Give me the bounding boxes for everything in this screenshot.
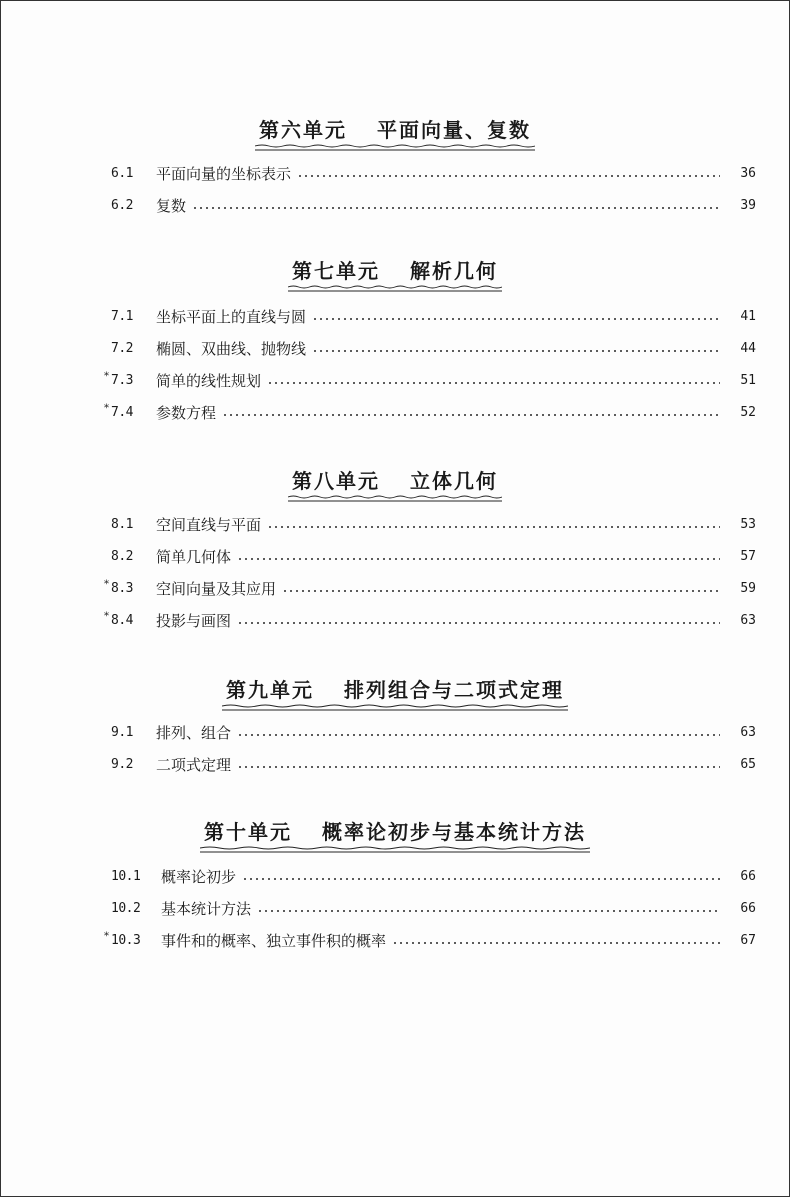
toc-entry[interactable]: [101, 929, 756, 951]
dot-leader: [237, 734, 720, 736]
dot-leader: [267, 382, 720, 384]
page-number: 67: [740, 932, 756, 948]
section-title: 概率论初步: [161, 867, 237, 886]
optional-mark: *: [104, 371, 109, 382]
dot-leader: [282, 590, 720, 592]
toc-entry[interactable]: [101, 609, 756, 631]
section-title: 参数方程: [156, 403, 217, 422]
section-number: 8.4: [111, 612, 133, 628]
unit-number: 第八单元: [292, 469, 380, 493]
section-title: 二项式定理: [156, 755, 232, 774]
dot-leader: [392, 942, 720, 944]
toc-entry[interactable]: [101, 721, 756, 743]
unit-heading: [1, 258, 789, 289]
unit-heading: [1, 677, 789, 708]
section-number: 10.2: [111, 900, 141, 916]
page-number: 66: [740, 868, 756, 884]
unit-number: 第七单元: [292, 259, 380, 283]
wavy-underline: [222, 704, 568, 712]
unit-heading: [1, 468, 789, 499]
optional-mark: *: [104, 403, 109, 414]
toc-entry[interactable]: [101, 897, 756, 919]
section-title: 椭圆、双曲线、抛物线: [156, 339, 307, 358]
toc-entry[interactable]: [101, 337, 756, 359]
wavy-underline: [288, 285, 502, 293]
unit-title: 概率论初步与基本统计方法: [322, 820, 586, 844]
toc-entry[interactable]: [101, 401, 756, 423]
page-number: 59: [740, 580, 756, 596]
section-title: 空间直线与平面: [156, 515, 262, 534]
section-number: 8.2: [111, 548, 133, 564]
section-title: 事件和的概率、独立事件积的概率: [161, 931, 387, 950]
section-number: 8.3: [111, 580, 133, 596]
optional-mark: *: [104, 611, 109, 622]
dot-leader: [312, 350, 720, 352]
dot-leader: [312, 318, 720, 320]
section-title: 坐标平面上的直线与圆: [156, 307, 307, 326]
section-number: 10.1: [111, 868, 141, 884]
page-number: 66: [740, 900, 756, 916]
section-number: 6.2: [111, 197, 133, 213]
page-number: 41: [740, 308, 756, 324]
dot-leader: [257, 910, 720, 912]
page-number: 44: [740, 340, 756, 356]
page-number: 63: [740, 724, 756, 740]
section-number: 9.1: [111, 724, 133, 740]
section-number: 9.2: [111, 756, 133, 772]
page-number: 52: [740, 404, 756, 420]
section-number: 6.1: [111, 165, 133, 181]
page-number: 51: [740, 372, 756, 388]
unit-heading: [1, 117, 789, 148]
section-number: 7.3: [111, 372, 133, 388]
wavy-underline: [255, 144, 535, 152]
dot-leader: [192, 207, 720, 209]
page-number: 65: [740, 756, 756, 772]
section-number: 7.4: [111, 404, 133, 420]
unit-title: 排列组合与二项式定理: [344, 678, 564, 702]
page-number: 36: [740, 165, 756, 181]
section-title: 投影与画图: [156, 611, 232, 630]
section-title: 简单的线性规划: [156, 371, 262, 390]
dot-leader: [297, 175, 720, 177]
page-number: 63: [740, 612, 756, 628]
toc-entry[interactable]: [101, 305, 756, 327]
unit-title: 解析几何: [410, 259, 498, 283]
toc-entry[interactable]: [101, 753, 756, 775]
section-number: 7.2: [111, 340, 133, 356]
dot-leader: [237, 622, 720, 624]
dot-leader: [242, 878, 720, 880]
wavy-underline: [288, 495, 502, 503]
toc-entry[interactable]: [101, 545, 756, 567]
section-title: 简单几何体: [156, 547, 232, 566]
toc-entry[interactable]: [101, 577, 756, 599]
page-number: 57: [740, 548, 756, 564]
toc-entry[interactable]: [101, 865, 756, 887]
page-number: 53: [740, 516, 756, 532]
unit-number: 第十单元: [204, 820, 292, 844]
optional-mark: *: [104, 579, 109, 590]
section-title: 空间向量及其应用: [156, 579, 277, 598]
dot-leader: [222, 414, 720, 416]
wavy-underline: [200, 846, 590, 854]
toc-entry[interactable]: [101, 513, 756, 535]
unit-title: 立体几何: [410, 469, 498, 493]
section-number: 8.1: [111, 516, 133, 532]
section-number: 7.1: [111, 308, 133, 324]
dot-leader: [237, 766, 720, 768]
section-title: 排列、组合: [156, 723, 232, 742]
toc-entry[interactable]: [101, 369, 756, 391]
unit-number: 第六单元: [259, 118, 347, 142]
unit-heading: [1, 819, 789, 850]
dot-leader: [237, 558, 720, 560]
page-number: 39: [740, 197, 756, 213]
toc-entry[interactable]: [101, 194, 756, 216]
unit-title: 平面向量、复数: [377, 118, 531, 142]
toc-entry[interactable]: [101, 162, 756, 184]
section-number: 10.3: [111, 932, 141, 948]
unit-number: 第九单元: [226, 678, 314, 702]
section-title: 基本统计方法: [161, 899, 252, 918]
section-title: 复数: [156, 196, 187, 215]
optional-mark: *: [104, 931, 109, 942]
section-title: 平面向量的坐标表示: [156, 164, 292, 183]
dot-leader: [267, 526, 720, 528]
